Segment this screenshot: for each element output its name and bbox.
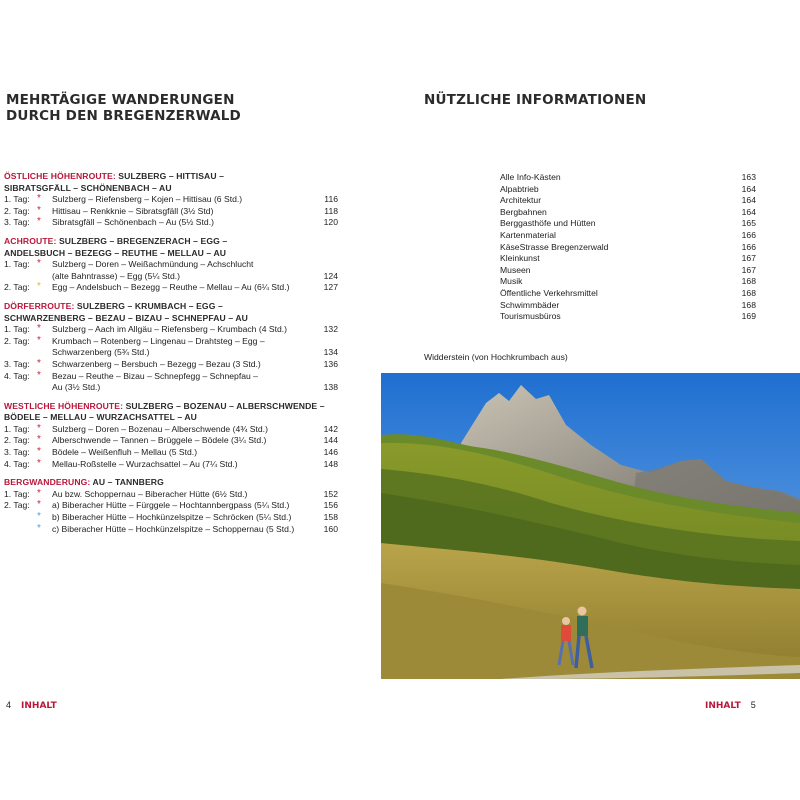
toc-section [4,236,338,294]
title-line-1: MEHRTÄGIGE WANDERUNGEN [6,92,235,108]
day-label: 3. Tag: [4,447,30,458]
difficulty-red-icon: * [37,422,41,434]
section-route-stations: SULZBERG – KRUMBACH – EGG – [74,300,223,311]
info-entry[interactable] [500,288,756,300]
toc-entry[interactable] [4,489,338,501]
section-heading-line-2: ANDELSBUCH – BEZEGG – REUTHE – MELLAU – AU [4,247,227,258]
section-heading [4,236,338,248]
toc-entry[interactable] [4,459,338,471]
section-route-stations: SULZBERG – HITTISAU – [115,171,225,181]
section-heading [4,401,338,413]
section-route-name: WESTLICHE HÖHENROUTE: [4,400,124,411]
toc-section [4,477,338,535]
footer-label: INHALT [705,701,741,711]
section-heading [4,301,338,313]
page-ref: 138 [323,382,338,393]
entry-text: Krumbach – Rotenberg – Lingenau – Drahtsteg – Egg – [52,335,265,346]
page-ref: 169 [741,311,756,322]
info-label: Schwimmbäder [500,299,560,310]
day-label: 3. Tag: [4,217,30,228]
widderstein-photo [381,373,800,679]
entry-text: (alte Bahntrasse) – Egg (5¼ Std.) [52,270,181,281]
page-ref: 164 [741,183,756,194]
entry-text: Sulzberg – Aach im Allgäu – Riefensberg – Krumbach (4 Std.) [52,324,288,335]
difficulty-red-icon: * [37,487,41,499]
day-label: 2. Tag: [4,335,30,346]
difficulty-red-icon: * [37,369,41,381]
toc-entry[interactable] [4,424,338,436]
page-ref: 152 [323,488,338,499]
difficulty-blue-icon: * [37,522,41,534]
left-footer [6,700,57,711]
page-ref: 165 [741,218,756,229]
info-label: Tourismusbüros [500,311,561,322]
entry-text: Mellau-Roßstelle – Wurzachsattel – Au (7¼ Std.) [52,458,238,469]
section-route-name: BERGWANDERUNG: [4,477,91,488]
page-number: 5 [750,700,756,710]
day-label: 1. Tag: [4,194,30,205]
info-label: Kleinkunst [500,253,540,264]
difficulty-red-icon: * [37,434,41,446]
toc-entry[interactable] [4,217,338,229]
info-entry[interactable] [500,253,756,265]
page-ref: 120 [323,217,338,228]
entry-text: Egg – Andelsbuch – Bezegg – Reuthe – Mellau – Au (6¼ Std.) [52,282,290,293]
toc-entry[interactable] [4,194,338,206]
right-page-title: NÜTZLICHE INFORMATIONEN [424,92,647,108]
info-label: Alle Info-Kästen [500,172,561,182]
entry-text: c) Biberacher Hütte – Hochkünzelspitze – Schoppernau (5 Std.) [52,523,295,534]
difficulty-red-icon: * [37,204,41,216]
section-heading-line-2: SIBRATSGFÄLL – SCHÖNENBACH – AU [4,182,172,193]
info-label: Öffentliche Verkehrsmittel [500,287,598,298]
info-entry[interactable] [500,230,756,242]
day-label: 4. Tag: [4,458,30,469]
toc-entry[interactable] [4,282,338,294]
toc-entry[interactable] [4,324,338,336]
difficulty-red-icon: * [37,334,41,346]
info-entry[interactable] [500,265,756,277]
entry-text: Schwarzenberg (5¾ Std.) [52,347,150,358]
page-ref: 168 [741,287,756,298]
page-number: 4 [6,700,12,710]
page-ref: 146 [323,447,338,458]
entry-text: Sulzberg – Doren – Weißachmündung – Achschlucht [52,259,254,270]
section-route-stations: AU – TANNBERG [90,477,164,488]
difficulty-yellow-icon: * [37,281,41,293]
info-label: Berggasthöfe und Hütten [500,218,596,229]
page-ref: 136 [323,358,338,369]
toc-entry[interactable] [4,500,338,512]
section-heading-line-2: SCHWARZENBERG – BEZAU – BIZAU – SCHNEPFAU – AU [4,312,248,323]
toc-entry[interactable] [4,206,338,218]
info-entry[interactable] [500,300,756,312]
page-ref: 124 [323,270,338,281]
info-entry[interactable] [500,276,756,288]
section-route-name: ACHROUTE: [4,235,57,246]
section-heading [4,171,338,183]
page-ref: 142 [323,423,338,434]
toc-entry[interactable] [4,347,338,359]
info-label: Architektur [500,195,542,206]
page-ref: 167 [741,253,756,264]
section-route-name: DÖRFERROUTE: [4,300,75,311]
toc-entry[interactable] [4,271,338,283]
page-ref: 160 [323,523,338,534]
difficulty-red-icon: * [37,258,41,270]
page-ref: 134 [323,347,338,358]
section-route-stations: SULZBERG – BOZENAU – ALBERSCHWENDE – [123,400,325,411]
day-label: 1. Tag: [4,324,30,335]
entry-text: Au bzw. Schoppernau – Biberacher Hütte (6½ Std.) [52,488,248,499]
page-ref: 166 [741,229,756,240]
footer-label: INHALT [21,701,57,711]
entry-text: Schwarzenberg – Bersbuch – Bezegg – Bezau (3 Std.) [52,358,261,369]
day-label: 2. Tag: [4,435,30,446]
toc-entry[interactable] [4,524,338,536]
info-label: Kartenmaterial [500,229,556,240]
page-ref: 158 [323,512,338,523]
section-heading-line-2: BÖDELE – MELLAU – WURZACHSATTEL – AU [4,412,197,423]
difficulty-red-icon: * [37,216,41,228]
info-label: Museen [500,264,531,275]
toc-entry[interactable] [4,382,338,394]
section-heading [4,477,338,489]
day-label: 2. Tag: [4,500,30,511]
entry-text: Sulzberg – Doren – Bozenau – Alberschwende (4¾ Std.) [52,423,268,434]
entry-text: Bezau – Reuthe – Bizau – Schnepfegg – Schnepfau – [52,370,258,381]
entry-text: Sibratsgfäll – Schönenbach – Au (5½ Std.) [52,217,214,228]
info-entry[interactable] [500,207,756,219]
page-ref: 168 [741,276,756,287]
table-of-contents [4,171,338,542]
info-label: Musik [500,276,523,287]
difficulty-red-icon: * [37,357,41,369]
page-ref: 156 [323,500,338,511]
entry-text: Sulzberg – Riefensberg – Kojen – Hittisau (6 Std.) [52,194,243,205]
entry-text: b) Biberacher Hütte – Hochkünzelspitze – Schröcken (5¼ Std.) [52,512,292,523]
toc-entry[interactable] [4,336,338,348]
toc-entry[interactable] [4,371,338,383]
info-label: Alpabtrieb [500,183,539,194]
difficulty-red-icon: * [37,457,41,469]
toc-entry[interactable] [4,359,338,371]
photo-caption: Widderstein (von Hochkrumbach aus) [424,352,568,362]
info-label: Bergbahnen [500,206,547,217]
page-ref: 166 [741,241,756,252]
title-line-2: DURCH DEN BREGENZERWALD [6,108,241,124]
info-entry[interactable] [500,184,756,196]
entry-text: Hittisau – Renkknie – Sibratsgfäll (3½ Std) [52,205,214,216]
day-label: 1. Tag: [4,488,30,499]
entry-text: Alberschwende – Tannen – Brüggele – Bödele (3¼ Std.) [52,435,267,446]
info-entry[interactable] [500,242,756,254]
difficulty-red-icon: * [37,446,41,458]
page-ref: 148 [323,458,338,469]
page-ref: 132 [323,324,338,335]
page-ref: 127 [323,282,338,293]
info-entry[interactable] [500,195,756,207]
toc-entry[interactable] [4,447,338,459]
day-label: 1. Tag: [4,259,30,270]
info-entry[interactable] [500,311,756,323]
left-page-title [6,92,241,124]
day-label: 3. Tag: [4,358,30,369]
entry-text: Au (3½ Std.) [52,382,101,393]
info-entry[interactable] [500,172,756,184]
page-ref: 164 [741,195,756,206]
page-ref: 168 [741,299,756,310]
difficulty-red-icon: * [37,323,41,335]
section-route-stations: SULZBERG – BREGENZERACH – EGG – [56,235,228,246]
day-label: 1. Tag: [4,423,30,434]
section-route-name: ÖSTLICHE HÖHENROUTE: [4,171,116,181]
page-ref: 144 [323,435,338,446]
toc-section [4,401,338,471]
page-ref: 116 [324,194,338,205]
entry-text: Bödele – Weißenfluh – Mellau (5 Std.) [52,447,198,458]
info-list [500,172,756,323]
page-ref: 118 [324,205,338,216]
toc-entry[interactable] [4,259,338,271]
page-ref: 167 [741,264,756,275]
toc-section [4,171,338,229]
toc-entry[interactable] [4,512,338,524]
difficulty-red-icon: * [37,499,41,511]
day-label: 2. Tag: [4,282,30,293]
toc-section [4,301,338,394]
day-label: 4. Tag: [4,370,30,381]
difficulty-blue-icon: * [37,511,41,523]
page-ref: 164 [741,206,756,217]
entry-text: a) Biberacher Hütte – Fürggele – Hochtannbergpass (5¼ Std.) [52,500,290,511]
day-label: 2. Tag: [4,205,30,216]
toc-entry[interactable] [4,435,338,447]
info-label: KäseStrasse Bregenzerwald [500,241,609,252]
page-ref: 163 [741,172,756,182]
right-footer [705,700,756,711]
difficulty-red-icon: * [37,193,41,205]
info-entry[interactable] [500,218,756,230]
